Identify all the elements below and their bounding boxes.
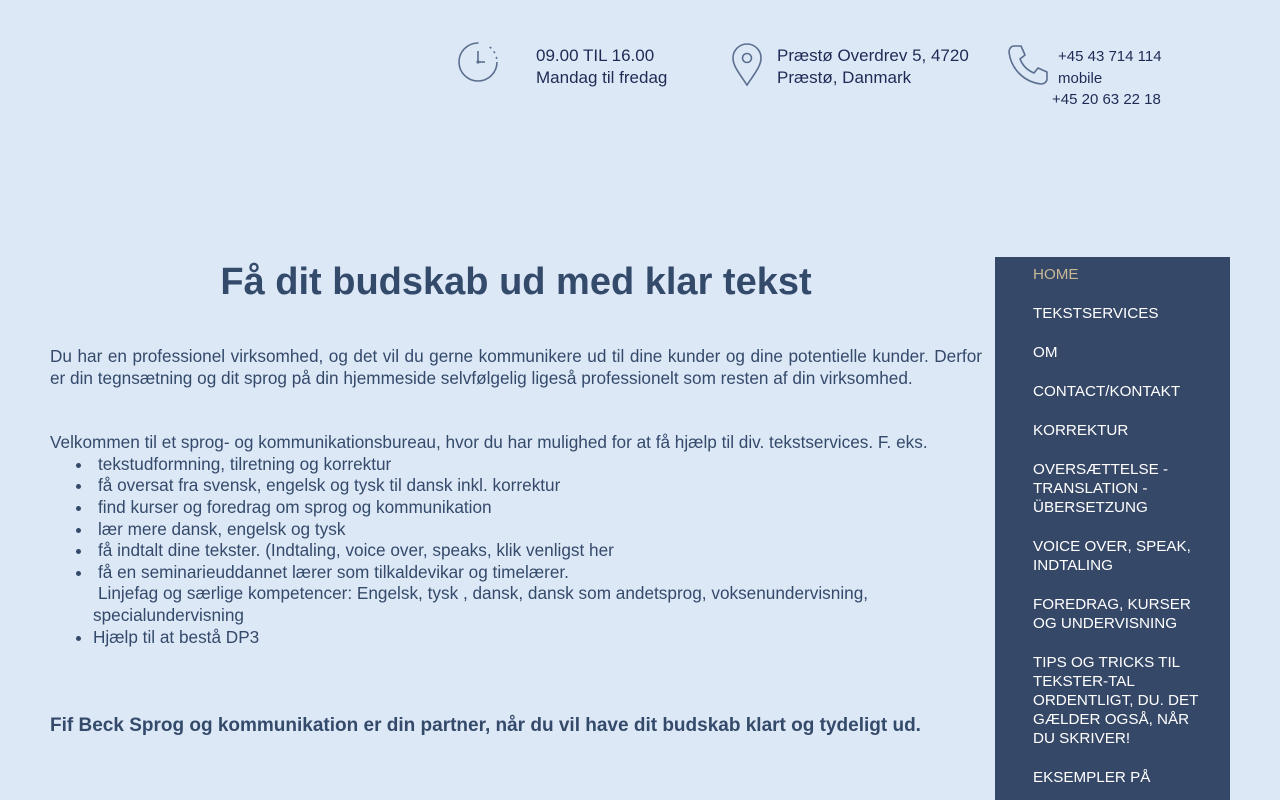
phone-icon	[1006, 42, 1050, 86]
list-item	[93, 562, 982, 627]
list-item	[93, 519, 982, 541]
nav-item-tekstservices[interactable]: TEKSTSERVICES	[1033, 305, 1159, 322]
list-item	[93, 540, 982, 562]
list-item-text: Hjælp til at bestå DP3	[93, 626, 260, 647]
competences-line-2: specialundervisning	[93, 604, 244, 625]
sidebar-nav	[995, 257, 1230, 800]
voice-over-link[interactable]: få indtalt dine tekster. (Indtaling, voice over, speaks, klik venligst her	[98, 540, 614, 561]
address-street: Præstø Overdrev 5, 4720	[777, 46, 969, 65]
page-title: Få dit budskab ud med klar tekst	[220, 261, 812, 303]
list-item	[93, 454, 982, 476]
address-city: Præstø, Danmark	[777, 68, 912, 87]
main-content	[50, 258, 982, 738]
phone-numbers	[1052, 46, 1162, 111]
address	[777, 45, 969, 89]
welcome-paragraph: Velkommen til et sprog- og kommunikationsbureau, hvor du har mulighed for at få hjælp til div. tekstservices. F. eks.	[50, 432, 928, 453]
nav-item-foredrag[interactable]: FOREDRAG, KURSER OG UNDERVISNING	[1033, 596, 1191, 632]
services-list	[50, 454, 982, 648]
list-item-text: få oversat fra svensk, engelsk og tysk til dansk inkl. korrektur	[98, 475, 561, 496]
list-item-text: find kurser og foredrag om sprog og kommunikation	[98, 496, 492, 517]
nav-item-tips[interactable]: TIPS OG TRICKS TIL TEKSTER-TAL ORDENTLIGT, DU. DET GÆLDER OGSÅ, NÅR DU SKRIVER!	[1033, 654, 1199, 747]
nav-item-om[interactable]: OM	[1033, 344, 1058, 361]
nav-item-oversaettelse[interactable]: OVERSÆTTELSE - TRANSLATION - ÜBERSETZUNG	[1033, 461, 1169, 516]
list-item	[93, 475, 982, 497]
nav-item-home[interactable]: HOME	[1033, 266, 1079, 283]
phone-mobile-label: mobile	[1058, 69, 1103, 87]
nav-item-eksempler[interactable]: EKSEMPLER PÅ	[1033, 769, 1151, 786]
phone-mobile[interactable]: +45 20 63 22 18	[1052, 91, 1161, 108]
list-item-text: få en seminarieuddannet lærer som tilkaldevikar og timelærer.	[98, 561, 569, 582]
tagline: Fif Beck Sprog og kommunikation er din partner, når du vil have dit budskab klart og tydeligt ud.	[50, 715, 921, 737]
opening-hours	[536, 45, 667, 89]
clock-icon	[456, 40, 500, 84]
nav-list	[995, 257, 1230, 787]
map-pin-icon	[730, 42, 764, 88]
list-item-text: tekstudformning, tilretning og korrektur	[98, 453, 392, 474]
list-item	[93, 627, 982, 649]
list-item-text: lær mere dansk, engelsk og tysk	[98, 518, 346, 539]
list-item	[93, 497, 982, 519]
nav-item-contact[interactable]: CONTACT/KONTAKT	[1033, 383, 1181, 400]
competences-line: Linjefag og særlige kompetencer: Engelsk, tysk , dansk, dansk som andetsprog, voksenundervisning,	[98, 583, 869, 604]
phone-main[interactable]: +45 43 714 114	[1058, 48, 1162, 65]
nav-item-voice-over[interactable]: VOICE OVER, SPEAK, INDTALING	[1033, 538, 1191, 574]
intro-paragraph: Du har en professionel virksomhed, og det vil du gerne kommunikere ud til dine kunder og dine potentielle kunder. Derfor er din tegnsætning og dit sprog på din hjemmeside selvfølgelig ligeså professionelt som resten af din virksomhed.	[50, 346, 982, 388]
opening-hours-time: 09.00 TIL 16.00	[536, 46, 655, 65]
opening-hours-days: Mandag til fredag	[536, 68, 668, 87]
nav-item-korrektur[interactable]: KORREKTUR	[1033, 422, 1129, 439]
